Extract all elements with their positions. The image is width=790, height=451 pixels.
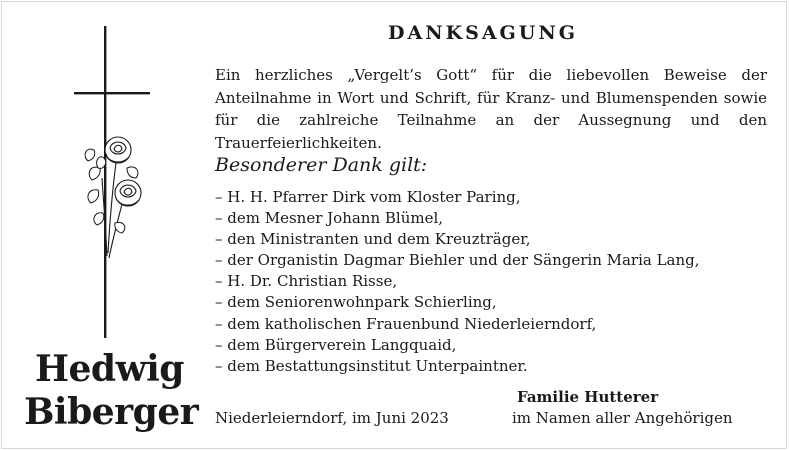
family-signature-subtitle: im Namen aller Angehörigen [512, 409, 733, 427]
deceased-last-name: Biberger [24, 391, 199, 433]
intro-paragraph [215, 64, 767, 154]
rose-bud [97, 157, 106, 169]
cross-vertical-beam [104, 26, 106, 338]
cross-horizontal-beam [74, 92, 150, 94]
thanks-item: – H. H. Pfarrer Dirk vom Kloster Paring, [215, 188, 521, 206]
thanks-heading: Besonderer Dank gilt: [215, 154, 428, 176]
thanks-item: – der Organistin Dagmar Biehler und der Sängerin Maria Lang, [215, 251, 700, 270]
cross-with-roses-icon [70, 18, 160, 338]
place-date: Niederleierndorf, im Juni 2023 [215, 409, 449, 427]
thanks-list [215, 187, 775, 377]
rose-upper [105, 137, 131, 163]
thanks-item: – dem katholischen Frauenbund Niederleierndorf, [215, 314, 597, 333]
thanks-item: – dem Bürgerverein Langquaid, [215, 335, 457, 354]
intro-text: Ein herzliches „Vergelt’s Gott“ für die liebevollen Beweise der Anteilnahme in Wort und Schrift, für Kranz- und Blumenspenden sowie für die zahlreiche Teilnahme an der Aussegnung und den Trauerfeierlichkeiten. [215, 66, 767, 152]
deceased-first-name: Hedwig [35, 348, 184, 390]
thanks-item: – dem Mesner Johann Blümel, [215, 209, 444, 228]
thanks-item: – dem Seniorenwohnpark Schierling, [215, 293, 497, 312]
family-signature: Familie Hutterer [517, 388, 659, 406]
notice-title: DANKSAGUNG [388, 22, 578, 44]
thanks-item: – H. Dr. Christian Risse, [215, 272, 398, 291]
thanks-item: – dem Bestattungsinstitut Unterpaintner. [215, 356, 528, 375]
rose-lower [115, 180, 141, 206]
thanks-item: – den Ministranten und dem Kreuzträger, [215, 230, 531, 249]
